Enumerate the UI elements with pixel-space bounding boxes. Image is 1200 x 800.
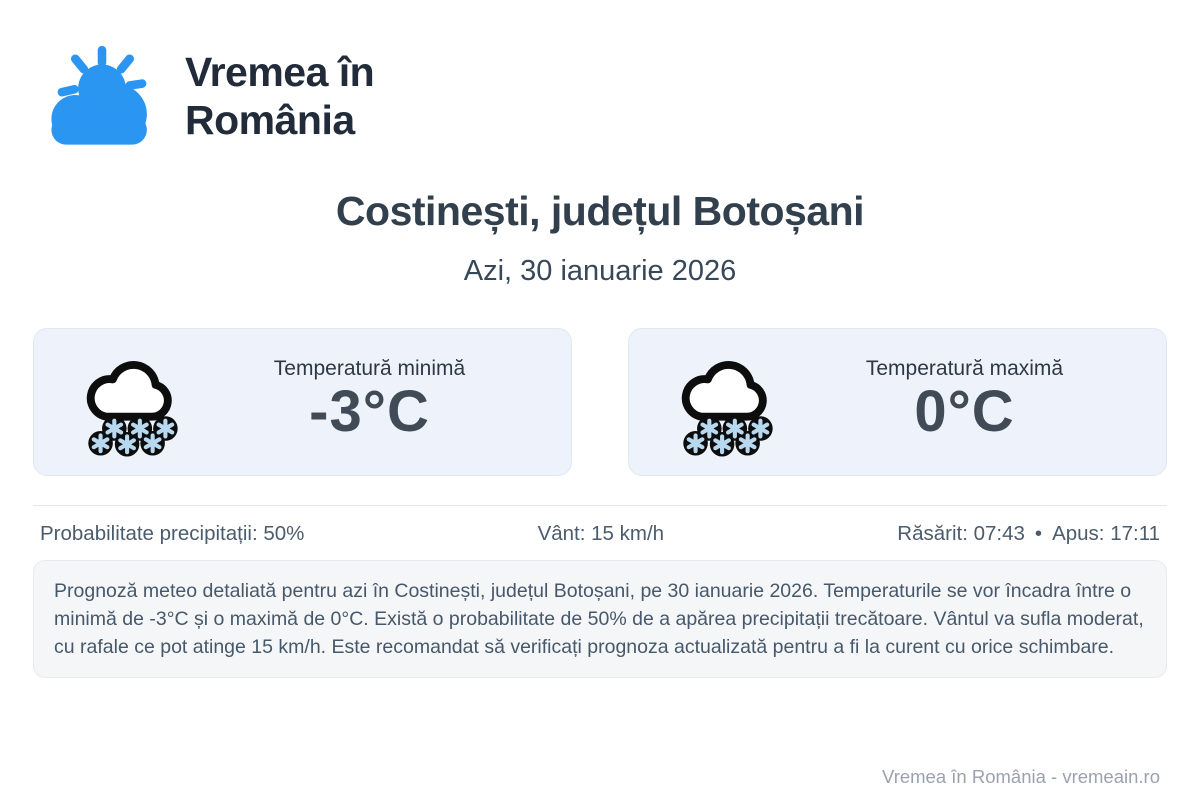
sunrise-stat: Răsărit: 07:43 [897,522,1025,545]
max-temperature-text [787,357,1142,444]
wind-stat: Vânt: 15 km/h [537,522,665,545]
footer-credit: Vremea în România - vremeain.ro [882,766,1160,787]
logo-line-2: România [185,97,355,143]
max-temperature-card [628,328,1167,476]
site-logo[interactable] [33,0,1167,150]
temperature-cards [33,328,1167,476]
snow-cloud-icon [72,346,192,458]
logo-line-1: Vremea în [185,48,375,95]
page-title: Costinești, județul Botoșani [335,188,865,234]
date-subtitle: Azi, 30 ianuarie 2026 [463,255,737,287]
snow-cloud-icon [667,346,787,458]
max-temp-value: 0°C [914,378,1015,444]
min-temperature-text [192,357,547,444]
min-temperature-card [33,328,572,476]
divider [33,505,1167,506]
forecast-summary: Prognoză meteo detaliată pentru azi în Costinești, județul Botoșani, pe 30 ianuarie 2026. Temperaturile se vor încadra între o minimă de -3°C și o maximă de 0°C. Există o probabilitate de 50% de a apărea precipitații trecătoare. Vântul va sufla moderat, cu rafale ce pot atinge 15 km/h. Este recomandat să verificați prognoza actualizată pentru a fi la curent cu orice schimbare. [33,560,1167,678]
sun-times [897,522,1160,546]
sun-cloud-logo-icon [39,42,165,150]
precipitation-stat: Probabilitate precipitații: 50% [40,522,305,545]
max-temp-label: Temperatură maximă [865,356,1064,380]
min-temp-label: Temperatură minimă [273,356,466,380]
logo-text [185,48,374,145]
min-temp-value: -3°C [309,378,430,444]
dot-separator: • [1034,522,1043,545]
stats-row [33,522,1167,546]
sunset-stat: Apus: 17:11 [1052,522,1160,545]
